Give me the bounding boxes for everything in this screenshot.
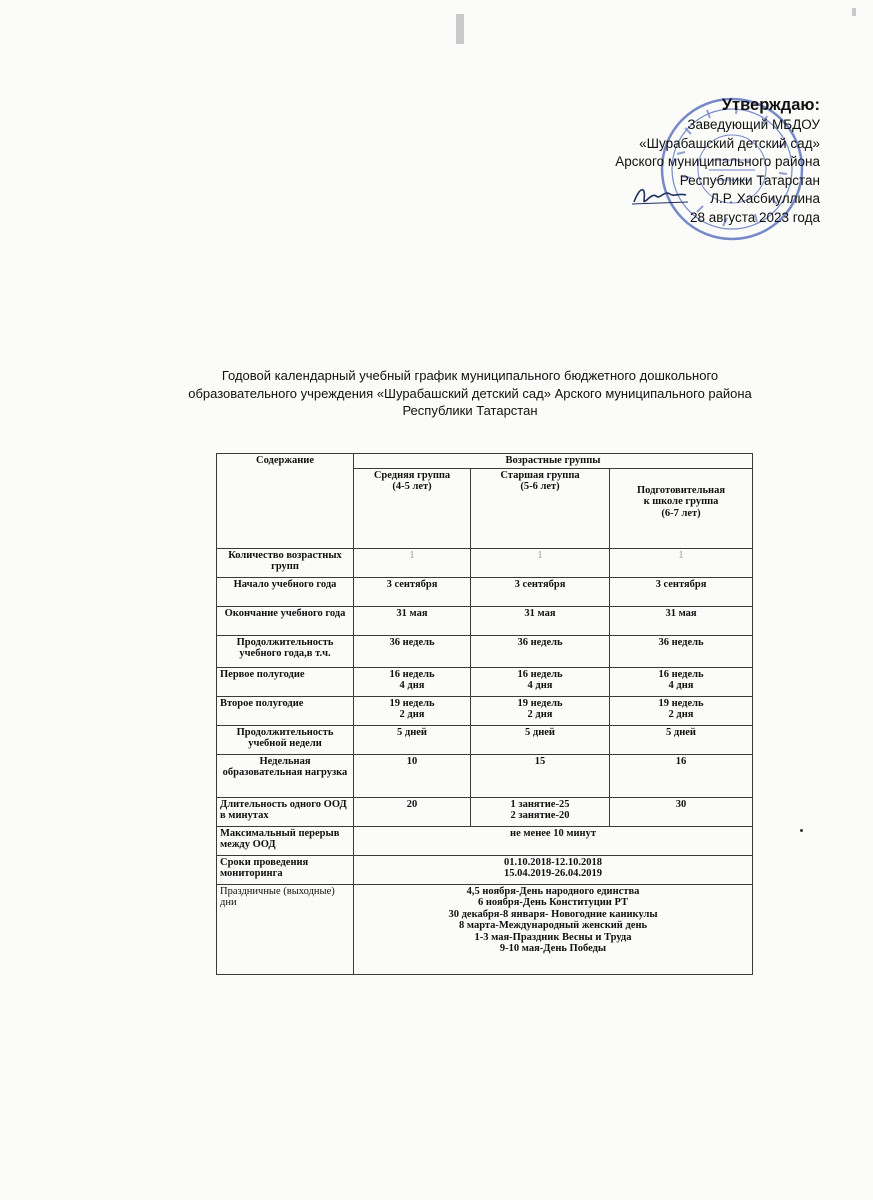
cell-weeks: 19 недель (658, 697, 704, 709)
cell-middle: 20 (354, 797, 471, 826)
header-content: Содержание (256, 455, 314, 466)
approval-date: 28 августа 2023 года (689, 209, 820, 225)
cell-weeks: 19 недель (389, 697, 435, 709)
cell-prep: 36 недель (610, 635, 753, 667)
document-title (150, 367, 790, 420)
cell-monitoring (354, 855, 753, 884)
cell-lesson-1: 1 занятие-25 (510, 798, 570, 810)
group-prep-name-2: к школе группа (643, 496, 719, 507)
cell-prep: 3 сентября (610, 577, 753, 606)
table-row (217, 635, 753, 667)
holiday-item: 6 ноября-День Конституции РТ (478, 897, 629, 908)
cell-senior: 15 (471, 754, 610, 797)
scan-speck (800, 829, 803, 832)
holiday-item: 1-3 мая-Праздник Весны и Труда (474, 931, 632, 943)
cell-middle: 31 мая (354, 606, 471, 635)
header-group-senior (471, 468, 610, 548)
monitoring-period-2: 15.04.2019-26.04.2019 (504, 868, 603, 879)
header-content-cell (217, 454, 354, 549)
approval-organization: «Шурабашский детский сад» (639, 135, 820, 151)
header-group-middle (354, 468, 471, 548)
table-row-break (217, 826, 753, 855)
cell-days: 2 дня (527, 709, 553, 720)
table-row (217, 797, 753, 826)
row-label: Максимальный перерыв между ООД (217, 826, 354, 855)
row-label: Сроки проведения мониторинга (217, 855, 354, 884)
cell-senior (471, 797, 610, 826)
row-label: Продолжительность учебного года,в т.ч. (217, 635, 354, 667)
cell-middle: 10 (354, 754, 471, 797)
monitoring-period-1: 01.10.2018-12.10.2018 (504, 856, 603, 868)
cell-senior: 31 мая (471, 606, 610, 635)
holiday-item: 8 марта-Международный женский день (458, 920, 648, 931)
cell-prep: 1 (610, 548, 753, 577)
table-row (217, 577, 753, 606)
cell-prep (610, 667, 753, 696)
row-label: Второе полугодие (217, 696, 354, 725)
row-label: Окончание учебного года (217, 606, 354, 635)
cell-break-value: не менее 10 минут (354, 826, 753, 855)
title-line-1: Годовой календарный учебный график муниципального бюджетного дошкольного (221, 368, 719, 383)
row-label: Продолжительность учебной недели (217, 725, 354, 754)
cell-middle: 1 (354, 548, 471, 577)
approval-signature-line (520, 190, 820, 209)
cell-days: 4 дня (399, 680, 425, 691)
cell-weeks: 19 недель (517, 697, 563, 709)
scan-mark-top (456, 14, 464, 44)
cell-middle: 5 дней (354, 725, 471, 754)
holiday-item: 30 декабря-8 января- Новогодние каникулы (448, 908, 658, 920)
scan-mark-corner (852, 8, 856, 16)
approval-republic: Республики Татарстан (679, 172, 820, 188)
cell-prep (610, 696, 753, 725)
cell-days: 2 дня (399, 709, 425, 720)
table-row (217, 606, 753, 635)
cell-prep: 16 (610, 754, 753, 797)
cell-weeks: 16 недель (517, 668, 563, 680)
table-row (217, 667, 753, 696)
schedule-table (216, 453, 753, 975)
approval-position: Заведующий МБДОУ (687, 117, 820, 132)
cell-senior: 5 дней (471, 725, 610, 754)
group-prep-name: Подготовительная (637, 484, 726, 496)
group-middle-age: (4-5 лет) (392, 481, 432, 492)
table-row (217, 754, 753, 797)
cell-senior: 1 (471, 548, 610, 577)
table-row (217, 725, 753, 754)
approval-block (520, 94, 820, 227)
cell-middle: 36 недель (354, 635, 471, 667)
row-label: Начало учебного года (217, 577, 354, 606)
cell-senior: 36 недель (471, 635, 610, 667)
cell-senior (471, 667, 610, 696)
handwritten-signature (630, 182, 690, 210)
approval-heading: Утверждаю: (721, 96, 820, 114)
row-label: Количество возрастных групп (217, 548, 354, 577)
table-row-holidays (217, 884, 753, 974)
holiday-item: 4,5 ноября-День народного единства (466, 885, 640, 897)
cell-prep: 5 дней (610, 725, 753, 754)
holiday-item: 9-10 мая-День Победы (499, 943, 607, 954)
approval-signatory: Л.Р. Хасбиуллина (710, 191, 820, 206)
table-row-monitoring (217, 855, 753, 884)
cell-days: 2 дня (668, 709, 694, 720)
cell-middle (354, 667, 471, 696)
table-row (217, 696, 753, 725)
header-group-prep (610, 468, 753, 548)
cell-weeks: 16 недель (658, 668, 704, 680)
group-prep-age: (6-7 лет) (661, 507, 701, 519)
row-label: Первое полугодие (217, 667, 354, 696)
table-row (217, 548, 753, 577)
cell-senior (471, 696, 610, 725)
cell-holidays (354, 884, 753, 974)
title-line-2: образовательного учреждения «Шурабашский детский сад» Арского муниципального района (188, 385, 752, 401)
group-senior-age: (5-6 лет) (520, 481, 560, 492)
cell-middle (354, 696, 471, 725)
cell-prep: 30 (610, 797, 753, 826)
cell-prep: 31 мая (610, 606, 753, 635)
header-age-groups: Возрастные группы (354, 454, 753, 469)
cell-senior: 3 сентября (471, 577, 610, 606)
title-line-3: Республики Татарстан (402, 403, 538, 418)
row-label: Длительность одного ООД в минутах (217, 797, 354, 826)
cell-lesson-2: 2 занятие-20 (510, 810, 570, 821)
group-senior-name: Старшая группа (500, 469, 580, 481)
approval-district: Арского муниципального района (615, 154, 820, 169)
row-label: Праздничные (выходные) дни (217, 884, 354, 974)
cell-days: 4 дня (668, 680, 694, 691)
cell-middle: 3 сентября (354, 577, 471, 606)
row-label: Недельная образовательная нагрузка (217, 754, 354, 797)
cell-days: 4 дня (527, 680, 553, 691)
group-middle-name: Средняя группа (373, 469, 451, 481)
cell-weeks: 16 недель (389, 668, 435, 680)
